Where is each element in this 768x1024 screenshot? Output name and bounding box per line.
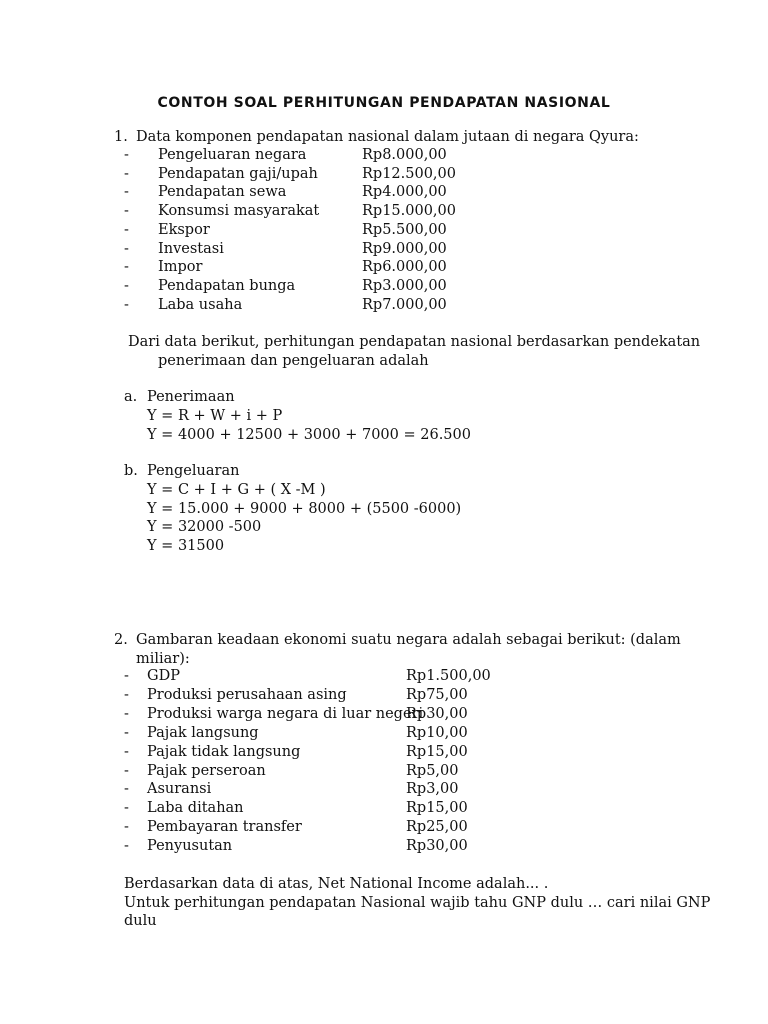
item-value: Rp30,00 <box>406 838 468 855</box>
item-value: Rp4.000,00 <box>362 184 447 201</box>
list-item <box>0 296 768 315</box>
q1a-formula: Y = R + W + i + P <box>147 408 283 424</box>
item-label: Asuransi <box>147 781 212 798</box>
q1a-heading: Penerimaan <box>147 389 235 405</box>
bullet-dash: - <box>124 277 129 294</box>
item-label: Konsumsi masyarakat <box>158 203 320 220</box>
q1-number: 1. <box>114 129 128 145</box>
bullet-dash: - <box>124 221 129 238</box>
item-value: Rp9.000,00 <box>362 240 447 257</box>
bullet-dash: - <box>124 705 129 722</box>
item-label: Produksi warga negara di luar negeri <box>147 705 424 722</box>
item-value: Rp1.500,00 <box>406 668 491 684</box>
list-item <box>0 762 768 781</box>
item-value: Rp25,00 <box>406 819 468 836</box>
q2-question-line2: Untuk perhitungan pendapatan Nasional wajib tahu GNP dulu … cari nilai GNP <box>124 895 711 911</box>
q2-question-line3: dulu <box>124 913 157 929</box>
item-value: Rp30,00 <box>406 705 468 722</box>
item-value: Rp75,00 <box>406 686 468 703</box>
bullet-dash: - <box>124 838 129 855</box>
bullet-dash: - <box>124 184 129 201</box>
q2-intro-line2: miliar): <box>136 651 190 667</box>
q2-number: 2. <box>114 632 128 648</box>
item-label: Laba ditahan <box>147 800 244 817</box>
bullet-dash: - <box>124 147 129 163</box>
q1a-calculation: Y = 4000 + 12500 + 3000 + 7000 = 26.500 <box>147 427 471 443</box>
list-item <box>0 705 768 724</box>
item-label: Penyusutan <box>147 838 233 855</box>
list-item <box>0 277 768 296</box>
list-item <box>0 165 768 184</box>
item-label: Pajak langsung <box>147 724 259 741</box>
q1b-heading: Pengeluaran <box>147 463 240 479</box>
q2-intro-line1: Gambaran keadaan ekonomi suatu negara adalah sebagai berikut: (dalam <box>136 632 681 648</box>
q1-question-line2: penerimaan dan pengeluaran adalah <box>158 353 429 369</box>
bullet-dash: - <box>124 296 129 313</box>
item-label: Produksi perusahaan asing <box>147 686 347 703</box>
bullet-dash: - <box>124 686 129 703</box>
item-label: Pajak perseroan <box>147 762 266 779</box>
bullet-dash: - <box>124 819 129 836</box>
item-value: Rp10,00 <box>406 724 468 741</box>
q1-intro: Data komponen pendapatan nasional dalam jutaan di negara Qyura: <box>136 129 639 145</box>
bullet-dash: - <box>124 724 129 741</box>
q1b-formula: Y = C + I + G + ( X -M ) <box>147 482 326 498</box>
list-item <box>0 183 768 202</box>
q1b-calculation-1: Y = 15.000 + 9000 + 8000 + (5500 -6000) <box>147 501 462 517</box>
item-value: Rp3.000,00 <box>362 277 447 294</box>
list-item <box>0 667 768 686</box>
item-value: Rp7.000,00 <box>362 296 447 313</box>
bullet-dash: - <box>124 240 129 257</box>
item-value: Rp15.000,00 <box>362 203 456 220</box>
item-value: Rp3,00 <box>406 781 459 798</box>
bullet-dash: - <box>124 762 129 779</box>
q1b-calculation-2: Y = 32000 -500 <box>147 519 262 535</box>
item-value: Rp8.000,00 <box>362 147 447 163</box>
list-item <box>0 780 768 799</box>
item-label: GDP <box>147 668 180 684</box>
q2-question-line1: Berdasarkan data di atas, Net National Income adalah... . <box>124 876 549 892</box>
item-label: Impor <box>158 259 203 276</box>
list-item <box>0 221 768 240</box>
item-value: Rp5,00 <box>406 762 459 779</box>
item-label: Pembayaran transfer <box>147 819 302 836</box>
bullet-dash: - <box>124 668 129 684</box>
item-value: Rp12.500,00 <box>362 165 456 182</box>
page-title: CONTOH SOAL PERHITUNGAN PENDAPATAN NASIONAL <box>157 95 611 111</box>
bullet-dash: - <box>124 800 129 817</box>
q1a-marker: a. <box>124 389 138 405</box>
list-item <box>0 240 768 259</box>
list-item <box>0 724 768 743</box>
list-item <box>0 258 768 277</box>
bullet-dash: - <box>124 203 129 220</box>
item-value: Rp15,00 <box>406 800 468 817</box>
q1b-result: Y = 31500 <box>147 538 225 554</box>
list-item <box>0 837 768 856</box>
item-label: Pendapatan bunga <box>158 277 296 294</box>
bullet-dash: - <box>124 743 129 760</box>
list-item <box>0 202 768 221</box>
q1-question-line1: Dari data berikut, perhitungan pendapatan nasional berdasarkan pendekatan <box>128 334 701 350</box>
item-value: Rp5.500,00 <box>362 221 447 238</box>
item-value: Rp15,00 <box>406 743 468 760</box>
list-item <box>0 799 768 818</box>
list-item <box>0 146 768 165</box>
item-label: Pajak tidak langsung <box>147 743 301 760</box>
item-value: Rp6.000,00 <box>362 259 447 276</box>
bullet-dash: - <box>124 781 129 798</box>
item-label: Pendapatan sewa <box>158 184 287 201</box>
item-label: Pendapatan gaji/upah <box>158 165 318 182</box>
item-label: Investasi <box>158 240 224 257</box>
q1b-marker: b. <box>124 463 138 479</box>
bullet-dash: - <box>124 259 129 276</box>
list-item <box>0 818 768 837</box>
bullet-dash: - <box>124 165 129 182</box>
item-label: Pengeluaran negara <box>158 147 307 163</box>
item-label: Ekspor <box>158 221 210 238</box>
list-item <box>0 743 768 762</box>
list-item <box>0 686 768 705</box>
item-label: Laba usaha <box>158 296 243 313</box>
